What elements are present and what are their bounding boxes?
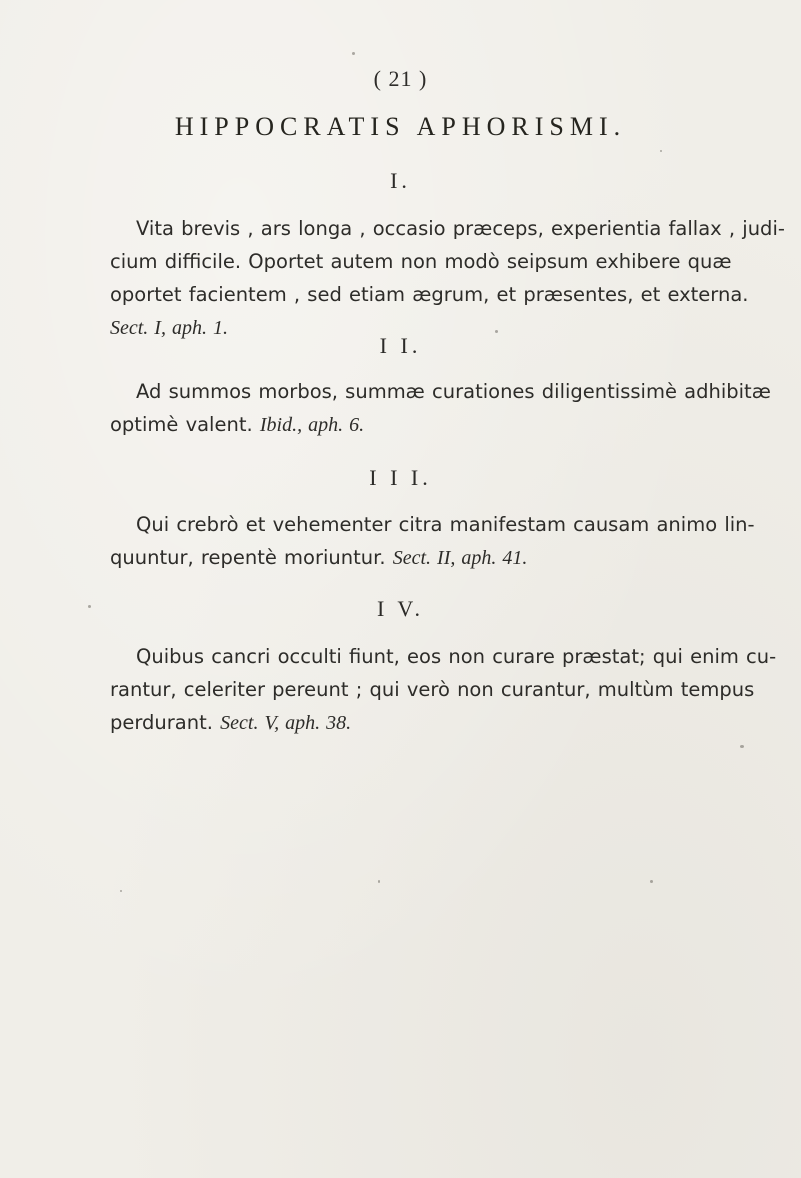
aphorism-line: Quibus cancri occulti fiunt, eos non curare præstat; qui enim cu-: [136, 645, 777, 668]
aphorism-line: Vita brevis , ars longa , occasio præceps, experientia fallax , judi-: [136, 217, 785, 240]
section-numeral-3: I I I.: [369, 465, 432, 490]
citation: Sect. II, aph. 41.: [392, 547, 528, 569]
aphorism-line: cium difficile. Oportet autem non modò seipsum exhibere quæ: [110, 250, 732, 273]
paper-speck: [660, 150, 662, 152]
aphorism-line: rantur, celeriter pereunt ; qui verò non curantur, multùm tempus: [110, 678, 755, 701]
citation: Ibid., aph. 6.: [259, 414, 365, 436]
section-numeral-2: I I.: [379, 333, 422, 358]
aphorism-line: perdurant.: [110, 711, 213, 734]
section-numeral-4: I V.: [377, 596, 424, 621]
paper-speck: [120, 890, 122, 892]
aphorism-line: oportet facientem , sed etiam ægrum, et præsentes, et externa.: [110, 283, 749, 306]
paper-speck: [740, 745, 744, 748]
aphorism-line: quuntur, repentè moriuntur.: [110, 546, 386, 569]
section-numeral-1: I.: [390, 168, 411, 193]
page-number: ( 21 ): [373, 66, 428, 91]
paper-speck: [88, 605, 91, 608]
aphorism-2: [110, 375, 771, 442]
paper-speck: [495, 330, 498, 333]
citation: Sect. V, aph. 38.: [220, 712, 352, 734]
citation: Sect. I, aph. 1.: [110, 317, 228, 339]
aphorism-line: optimè valent.: [110, 413, 253, 436]
paper-speck: [352, 52, 355, 55]
paper-speck: [650, 880, 653, 883]
page-title: HIPPOCRATIS APHORISMI.: [174, 112, 627, 141]
aphorism-3: [110, 508, 760, 575]
paper-speck: [378, 880, 380, 883]
aphorism-1: [110, 212, 785, 345]
aphorism-4: [110, 640, 777, 740]
aphorism-line: Qui crebrò et vehementer citra manifestam causam animo lin-: [136, 513, 755, 536]
aphorism-line: Ad summos morbos, summæ curationes diligentissimè adhibitæ: [136, 380, 771, 403]
